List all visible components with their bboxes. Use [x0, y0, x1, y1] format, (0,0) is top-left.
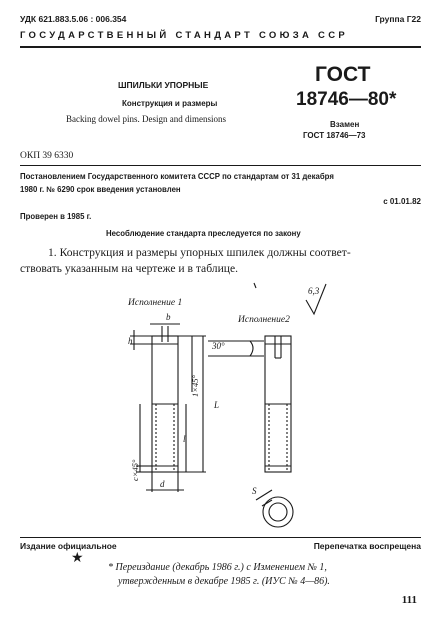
- decree-line1: Постановлением Государственного комитета СССР по стандартам от 31 декабря: [20, 172, 334, 181]
- checked-year: Проверен в 1985 г.: [20, 212, 92, 221]
- dim-l-label: l: [183, 434, 186, 444]
- reissue-note-line2: утвержденным в декабре 1985 г. (ИУС № 4—86).: [118, 576, 330, 587]
- legal-notice: Несоблюдение стандарта преследуется по закону: [106, 229, 301, 238]
- title-ru: ШПИЛЬКИ УПОРНЫЕ: [118, 80, 209, 90]
- dim-b: [150, 324, 180, 336]
- dim-chamfer-top-label: 1×45°: [190, 375, 200, 397]
- pin-version-2: [265, 336, 291, 472]
- reissue-note-line1: * Переиздание (декабрь 1986 г.) с Изменением № 1,: [108, 562, 327, 573]
- dim-d: [146, 472, 184, 492]
- subtitle-ru: Конструкция и размеры: [122, 99, 218, 108]
- gost-number: 18746—80*: [296, 89, 397, 110]
- page-number: 111: [401, 594, 417, 606]
- group-code: Группа Г22: [375, 14, 421, 24]
- okp-code: ОКП 39 6330: [20, 151, 74, 161]
- version-1-label: Исполнение 1: [128, 298, 183, 308]
- dim-b-label: b: [166, 312, 171, 322]
- tick-mark: [254, 283, 256, 288]
- dim-s-label: S: [252, 486, 257, 496]
- body-paragraph-line2: ствовать указанным на чертеже и в таблице.: [20, 262, 239, 275]
- body-paragraph-line1: 1. Конструкция и размеры упорных шпилек должны соответ-: [48, 246, 351, 259]
- dim-c-label: c×45°: [130, 459, 140, 481]
- dim-h: [130, 330, 152, 350]
- udk-code: УДК 621.883.5.06 : 006.354: [20, 14, 127, 24]
- state-standard-heading: ГОСУДАРСТВЕННЫЙ СТАНДАРТ СОЮЗА ССР: [20, 30, 349, 41]
- dim-h-label: h: [128, 336, 133, 346]
- replaces-label: Взамен: [330, 120, 360, 129]
- footer-rule: [20, 537, 421, 538]
- replaces-gost: ГОСТ 18746—73: [303, 131, 366, 140]
- title-en: Backing dowel pins. Design and dimensions: [66, 114, 226, 124]
- roughness-label: 6,3: [308, 286, 320, 296]
- decree-date: с 01.01.82: [383, 197, 421, 206]
- dim-d-label: d: [160, 479, 165, 489]
- decree-line2: 1980 г. № 6290 срок введения установлен: [20, 185, 181, 194]
- dim-L-label: L: [214, 400, 220, 410]
- reprint-notice: Перепечатка воспрещена: [313, 541, 421, 551]
- version-2-label: Исполнение2: [238, 315, 290, 325]
- pin-version-1: [152, 336, 178, 472]
- end-view: [256, 490, 293, 527]
- star-mark: ★: [71, 549, 84, 565]
- gost-label: ГОСТ: [315, 63, 371, 86]
- official-edition: Издание официальное: [20, 541, 117, 551]
- angle-label: 30°: [212, 341, 225, 351]
